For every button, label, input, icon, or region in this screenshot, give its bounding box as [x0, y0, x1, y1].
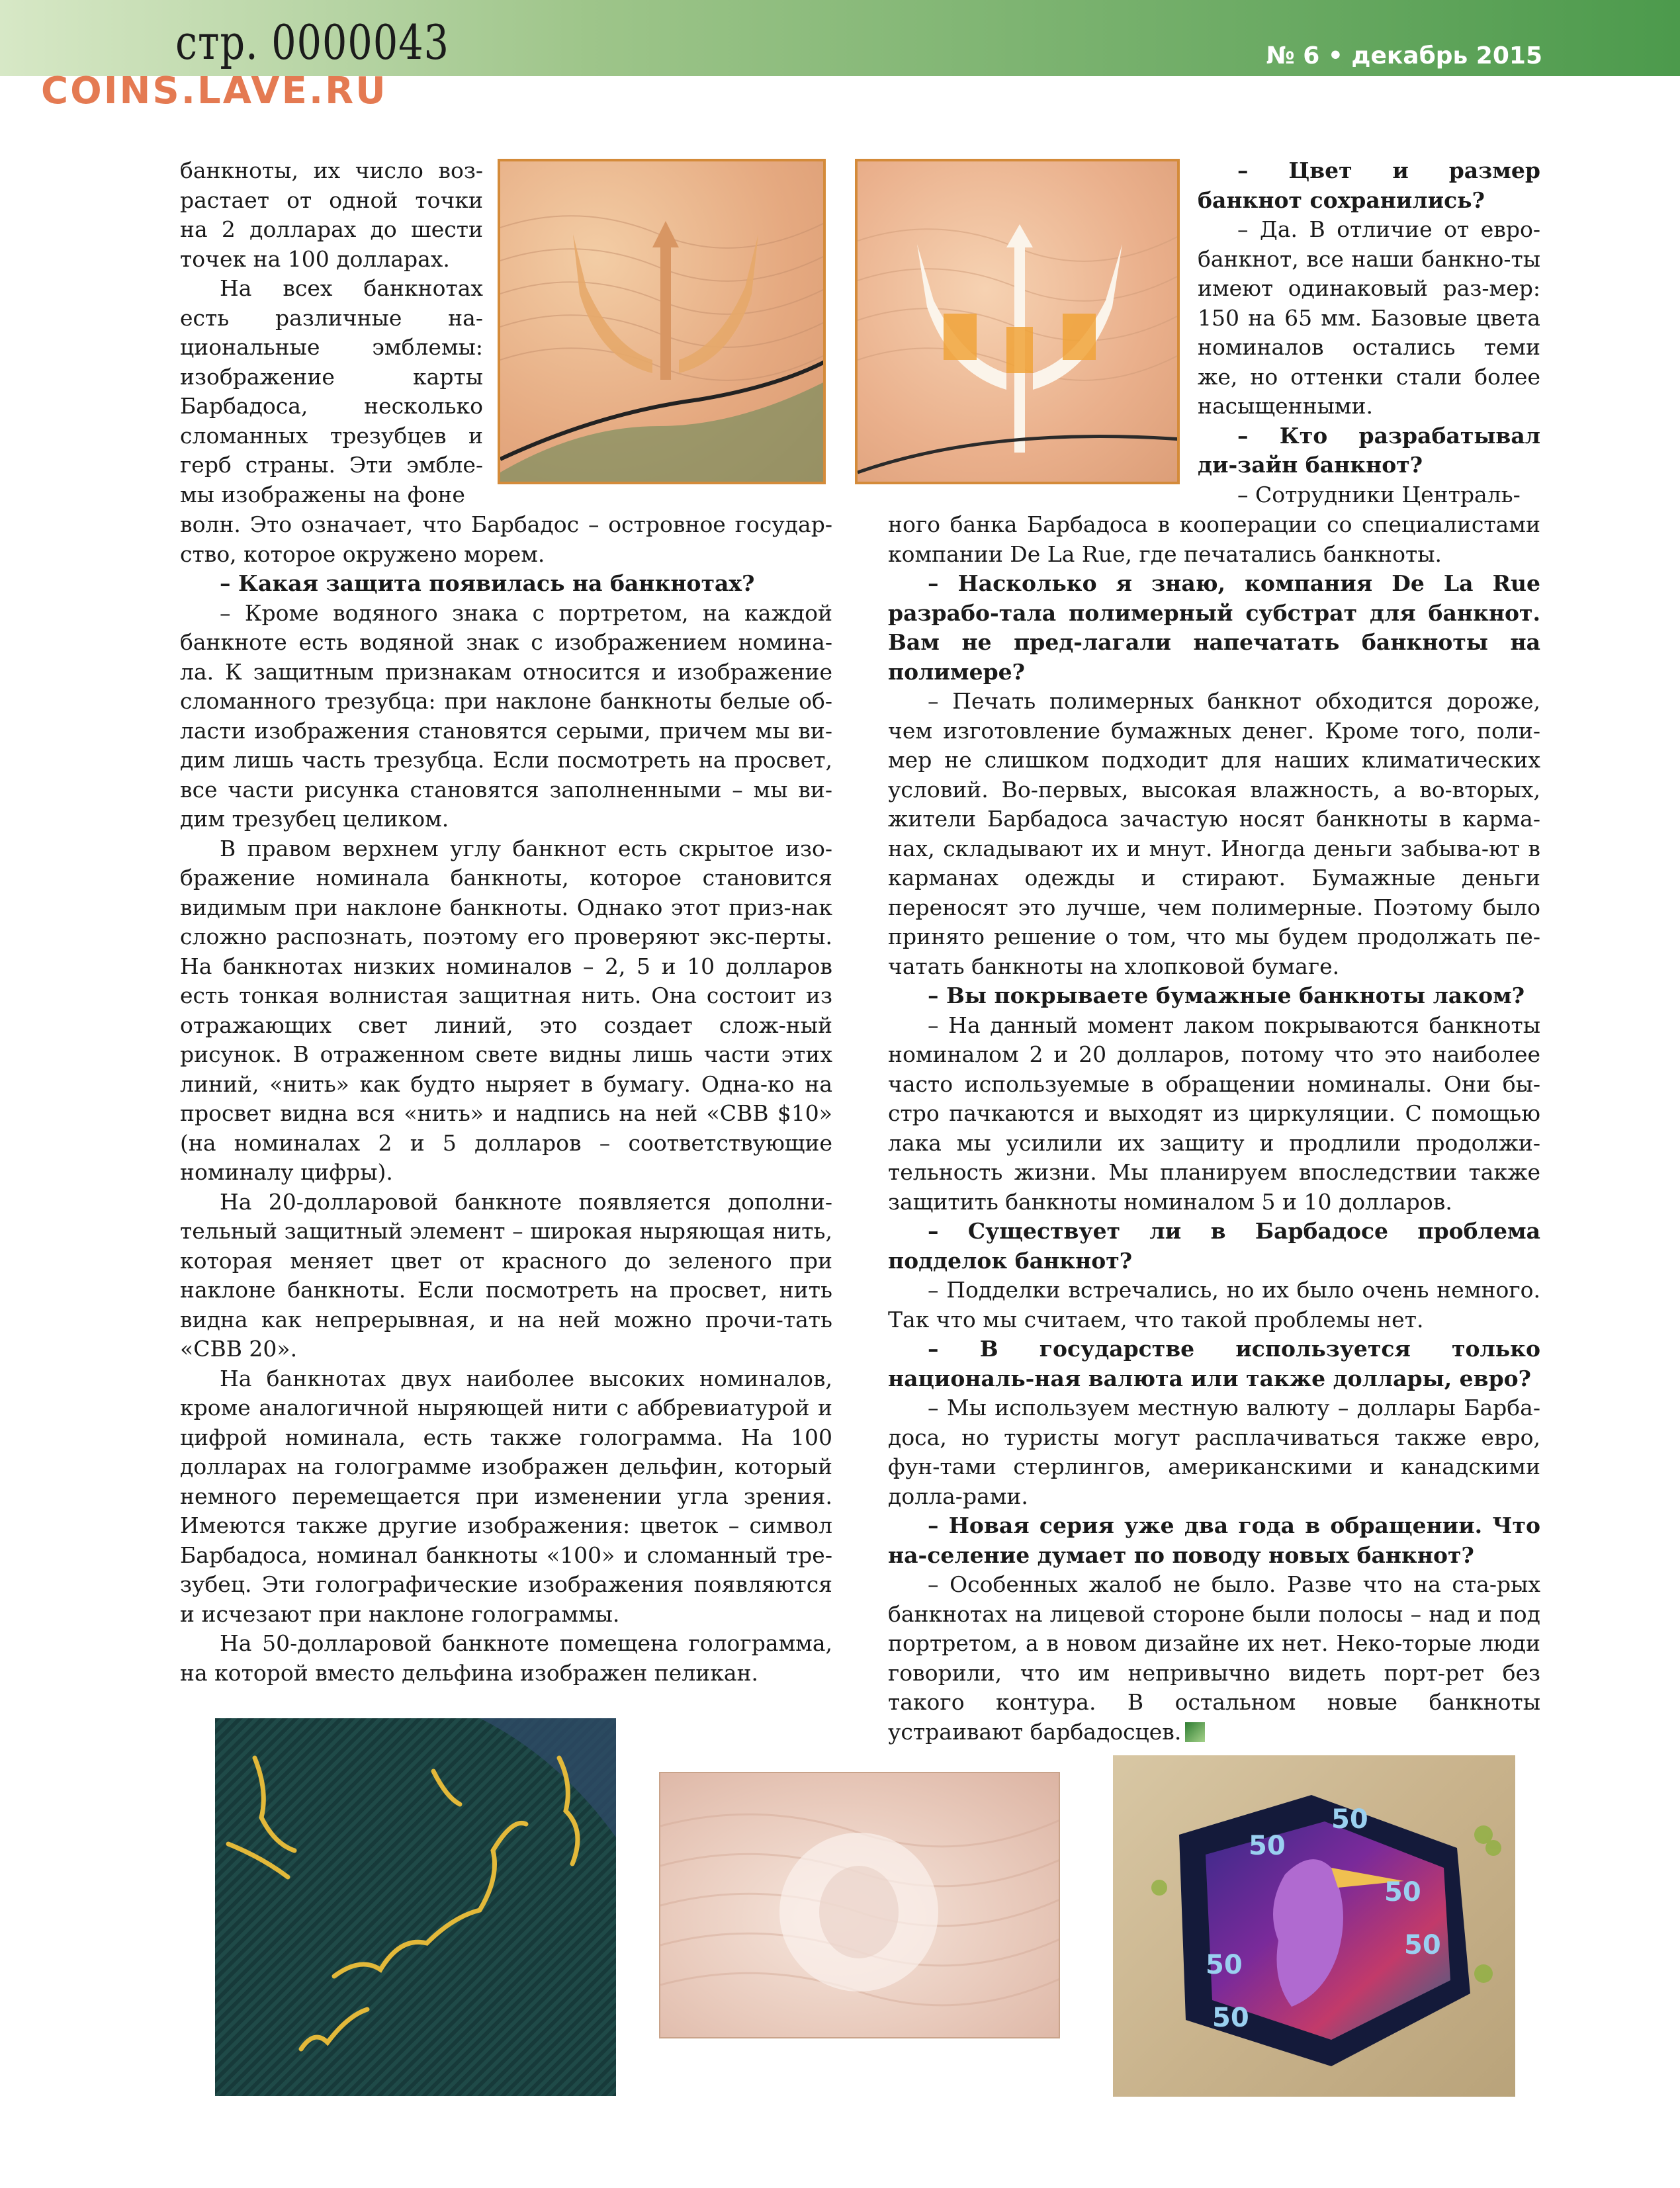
hologram-label: 50 [1206, 1950, 1243, 1980]
paragraph: – Печать полимерных банкнот обходится дороже, чем изготовление бумажных денег. Кроме того, поли-мер не слишком подходит для наших климатических условий. Во-первых, высокая влажность, а во-вторых, жители Барбадоса зачастую носят банкноты в карма-нах, складывают их и мнут. Иногда деньги забыва-ют в карманах одежды и стирают. Бумажные деньги переносят это лучше, чем полимерные. Поэтому было принято решение о том, что мы будем продолжать пе-чатать банкноты на хлопковой бумаге. [888, 688, 1540, 979]
question: – В государстве используется только националь-ная валюта или также доллары, евро? [888, 1336, 1540, 1391]
trident-white-icon [858, 161, 1180, 484]
paragraph: – Подделки встречались, но их было очень немного. Так что мы считаем, что такой проблемы нет. [888, 1277, 1540, 1333]
paragraph: – Сотрудники Централь- [1237, 481, 1521, 507]
paragraph: – Мы используем местную валюту – доллары Барба-доса, но туристы могут расплачиваться также евро, фун-тами стерлингов, американскими и канадскими долла-рами. [888, 1395, 1540, 1509]
end-of-article-icon [1185, 1722, 1205, 1742]
left-column-wrap [180, 156, 483, 509]
issue-date: декабрь 2015 [1351, 42, 1542, 69]
hologram-label: 50 [1249, 1831, 1286, 1861]
question: – Насколько я знаю, компания De La Rue разрабо-тала полимерный субстрат для банкнот. Вам не пред-лагали напечатать банкноты на полимере? [888, 570, 1540, 685]
paragraph: На 50-долларовой банкноте помещена голограмма, на которой вместо дельфина изображен пеликан. [180, 1630, 832, 1686]
trident-gray-icon [500, 161, 826, 484]
question: – Новая серия уже два года в обращении. Что на-селение думает по поводу новых банкнот? [888, 1512, 1540, 1568]
paragraph: банкноты, их число воз-растает от одной точки на 2 долларах до шести точек на 100 долларах. [180, 157, 483, 272]
site-watermark: COINS.LAVE.RU [41, 69, 388, 112]
question: – Существует ли в Барбадосе проблема подделок банкнот? [888, 1218, 1540, 1274]
hologram-icon [1113, 1755, 1515, 2097]
thread-icon [215, 1718, 616, 2096]
security-thread-photo [215, 1718, 616, 2096]
paragraph: – Да. В отличие от евро-банкнот, все наши банкно-ты имеют одинаковый раз-мер: 150 на 65 мм. Базовые цвета номиналов остались теми же, но оттенки стали более насыщенными. [1198, 216, 1540, 419]
paragraph: На банкнотах двух наиболее высоких номиналов, кроме аналогичной ныряющей нити с аббревиатурой и цифрой номинала, есть также голограмма. На 100 долларах на голограмме изображен дельфин, который немного перемещается при изменении угла зрения. Имеются также другие изображения: цветок – символ Барбадоса, номинал банкноты «100» и сломанный тре-зубец. Эти голографические изображения появляются и исчезают при наклоне голограммы. [180, 1365, 832, 1627]
issue-info [1266, 42, 1542, 69]
hologram-label: 50 [1212, 2003, 1249, 2033]
question: – Цвет и размер банкнот сохранились? [1198, 157, 1540, 213]
paragraph: На всех банкнотах есть различные на-циональные эмблемы: изображение карты Барбадоса, несколько сломанных трезубцев и герб страны. Эти эмбле-мы изображены на фоне [180, 275, 483, 507]
question: – Вы покрываете бумажные банкноты лаком? [928, 983, 1525, 1008]
paragraph: ного банка Барбадоса в кооперации со специалистами компании De La Rue, где печатались банкноты. [888, 511, 1540, 567]
right-column-wrap [1198, 156, 1540, 509]
paragraph: волн. Это означает, что Барбадос – островное государ-ство, которое окружено морем. [180, 511, 832, 567]
question: – Какая защита появилась на банкнотах? [220, 570, 755, 596]
trident-watermark-white-photo [855, 159, 1180, 484]
paragraph: В правом верхнем углу банкнот есть скрытое изо-бражение номинала банкноты, которое становится видимым при наклоне банкноты. Однако этот приз-нак сложно распознать, поэтому его проверяют экс-перты. На банкнотах низких номиналов – 2, 5 и 10 долларов есть тонкая волнистая защитная нить. Она состоит из отражающих свет линий, это создает слож-ный рисунок. В отраженном свете видны лишь части этих линий, «нить» как будто ныряет в бумагу. Одна-ко на просвет видна вся «нить» и надпись на ней «CBB $10» (на номиналах 2 и 5 долларов – соответствующие номиналу цифры). [180, 835, 832, 1185]
paragraph: – Кроме водяного знака с портретом, на каждой банкноте есть водяной знак с изображением номина-ла. К защитным признакам относится и изображение сломанного трезубца: при наклоне банкноты белые об-ласти изображения становятся серыми, причем мы ви-дим лишь часть трезубца. Если посмотреть на просвет, все части рисунка становятся заполненными – мы ви-дим трезубец целиком. [180, 599, 832, 832]
hologram-label: 50 [1384, 1877, 1421, 1907]
closing-text: – Особенных жалоб не было. Разве что на ста-рых банкнотах на лицевой стороне были полосы – над и под портретом, а в новом дизайне их нет. Неко-торые люди говорили, что им непривычно видеть порт-рет без такого контура. В остальном новые банкноты устраивают барбадосцев. [888, 1571, 1540, 1745]
right-column [888, 510, 1540, 1747]
trident-watermark-gray-photo [498, 159, 826, 484]
left-column [180, 510, 832, 1688]
hologram-label: 50 [1404, 1930, 1441, 1960]
paragraph [888, 1570, 1540, 1747]
watermark-icon [660, 1773, 1060, 2038]
paragraph: На 20-долларовой банкноте появляется дополни-тельный защитный элемент – широкая ныряющая нить, которая меняет цвет от красного до зеленого при наклоне банкноты. Если посмотреть на просвет, нить видна как непрерывная, и на ней можно прочи-тать «CBB 20». [180, 1188, 832, 1362]
page-number: стр. 0000043 [175, 15, 449, 70]
paragraph: – На данный момент лаком покрываются банкноты номиналом 2 и 20 долларов, потому что это наиболее часто используемые в обращении номиналы. Они бы-стро пачкаются и выходят из циркуляции. С помощью лака мы усилили их защиту и продлили продолжи-тельность жизни. Мы планируем впоследствии также защитить банкноты номиналом 5 и 10 долларов. [888, 1012, 1540, 1215]
pelican-hologram-photo [1113, 1755, 1515, 2097]
question: – Кто разрабатывал ди-зайн банкнот? [1198, 422, 1540, 478]
hologram-label: 50 [1331, 1804, 1368, 1835]
issue-number: № 6 [1266, 42, 1320, 69]
issue-separator: • [1327, 42, 1343, 69]
watermark-denomination-photo [659, 1772, 1060, 2038]
